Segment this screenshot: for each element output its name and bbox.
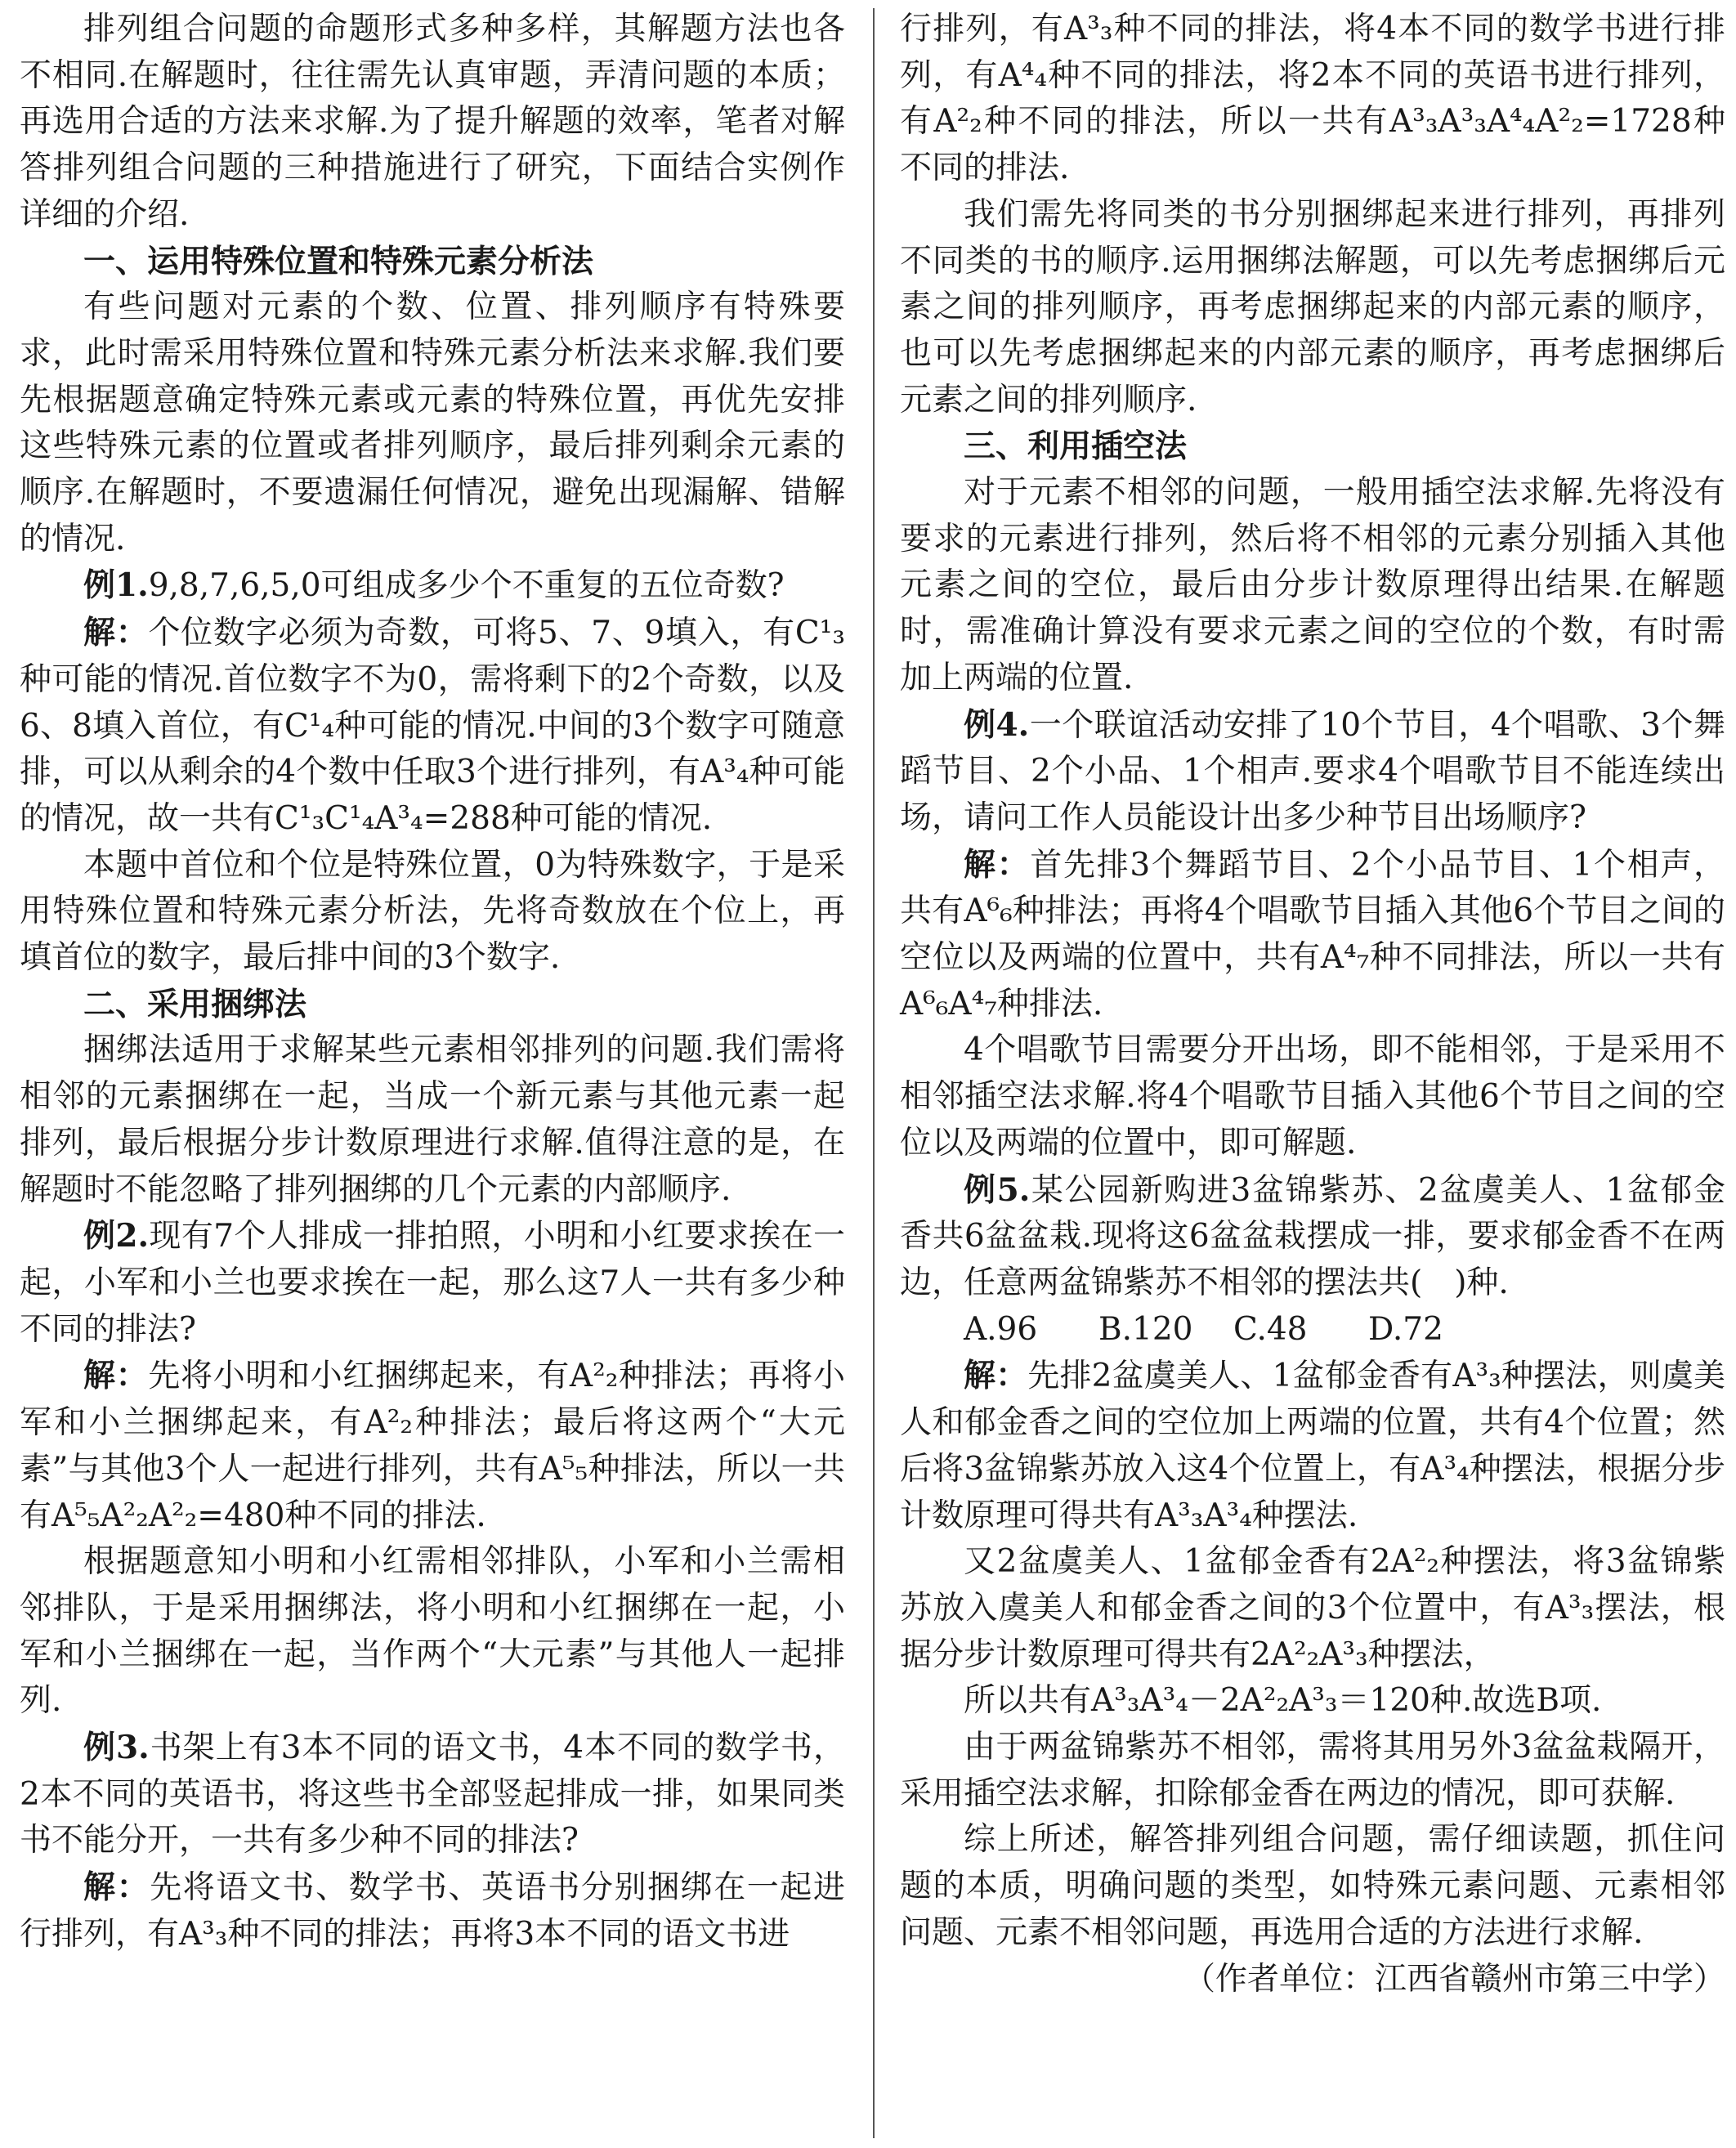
option-d: D.72 (1368, 1310, 1443, 1348)
solution-label: 解： (964, 1357, 1028, 1395)
section-1-heading: 一、运用特殊位置和特殊元素分析法 (83, 242, 594, 280)
section-1-paragraph: 有些问题对元素的个数、位置、排列顺序有特殊要求，此时需采用特殊位置和特殊元素分析法来求解.我们要先根据题意确定特殊元素或元素的特殊位置，再优先安排这些特殊元素的位置或者排列顺序，最后排列剩余元素的顺序.在解题时，不要遗漏任何情况，避免出现漏解、错解的情况. (20, 289, 845, 557)
conclusion-paragraph: 综上所述，解答排列组合问题，需仔细读题，抓住问题的本质，明确问题的类型，如特殊元素问题、元素相邻问题、元素不相邻问题，再选用合适的方法进行求解. (900, 1821, 1725, 1951)
option-c: C.48 (1233, 1310, 1308, 1348)
example-5-solution-part-3: 所以共有A³₃A³₄－2A²₂A³₃＝120种.故选B项. (964, 1682, 1602, 1720)
section-3-paragraph: 对于元素不相邻的问题，一般用插空法求解.先将没有要求的元素进行排列，然后将不相邻的元素分别插入其他元素之间的空位，最后由分步计数原理得出结果.在解题时，需准确计算没有要求元素之间的空位的个数，有时需加上两端的位置. (900, 474, 1725, 696)
solution-label: 解： (83, 1868, 150, 1907)
example-5-note: 由于两盆锦紫苏不相邻，需将其用另外3盆盆栽隔开，采用插空法求解，扣除郁金香在两边的情况，即可获解. (900, 1729, 1725, 1812)
example-3-text: 书架上有3本不同的语文书，4本不同的数学书，2本不同的英语书，将这些书全部竖起排成一排，如果同类书不能分开，一共有多少种不同的排法? (20, 1730, 845, 1859)
example-5-options (900, 1307, 1725, 1354)
solution-label: 解： (964, 845, 1031, 884)
solution-label: 解： (83, 614, 149, 652)
example-4 (900, 702, 1725, 842)
example-3-label: 例3. (83, 1729, 150, 1767)
example-2-label: 例2. (83, 1217, 150, 1255)
example-5-solution-text: 先排2盆虞美人、1盆郁金香有A³₃种摆法，则虞美人和郁金香之间的空位加上两端的位置，共有4个位置；然后将3盆锦紫苏放入这4个位置上，有A³₄种摆法，根据分步计数原理可得共有A³₃A³₄种摆法. (900, 1358, 1725, 1534)
example-1-label: 例1. (83, 566, 149, 605)
option-b: B.120 (1098, 1310, 1193, 1348)
author-affiliation: （作者单位：江西省赣州市第三中学） (1183, 1960, 1725, 1998)
solution-label: 解： (83, 1357, 149, 1395)
example-2-note: 根据题意知小明和小红需相邻排队，小军和小兰需相邻排队，于是采用捆绑法，将小明和小红捆绑在一起，小军和小兰捆绑在一起，当作两个“大元素”与其他人一起排列. (20, 1543, 845, 1720)
example-3-solution-continued: 行排列，有A³₃种不同的排法，将4本不同的数学书进行排列，有A⁴₄种不同的排法，将2本不同的英语书进行排列，有A²₂种不同的排法，所以一共有A³₃A³₃A⁴₄A²₂=1728种不同的排法. (900, 11, 1725, 187)
left-column (20, 7, 845, 1958)
example-3-solution-text: 先将语文书、数学书、英语书分别捆绑在一起进行排列，有A³₃种不同的排法；再将3本不同的语文书进 (20, 1869, 845, 1953)
example-4-text: 一个联谊活动安排了10个节目，4个唱歌、3个舞蹈节目、2个小品、1个相声.要求4个唱歌节目不能连续出场，请问工作人员能设计出多少种节目出场顺序? (900, 706, 1725, 836)
example-5-label: 例5. (964, 1170, 1031, 1209)
example-4-label: 例4. (964, 705, 1030, 744)
example-1-text: 9,8,7,6,5,0可组成多少个不重复的五位奇数? (148, 567, 785, 605)
example-2-solution (20, 1353, 845, 1539)
example-5-text: 某公园新购进3盆锦紫苏、2盆虞美人、1盆郁金香共6盆盆栽.现将这6盆盆栽摆成一排，要求郁金香不在两边，任意两盆锦紫苏不相邻的摆法共( )种. (900, 1171, 1725, 1301)
section-3-heading: 三、利用插空法 (964, 427, 1188, 466)
section-2-paragraph: 捆绑法适用于求解某些元素相邻排列的问题.我们需将相邻的元素捆绑在一起，当成一个新元素与其他元素一起排列，最后根据分步计数原理进行求解.值得注意的是，在解题时不能忽略了排列捆绑的几个元素的内部顺序. (20, 1031, 845, 1208)
example-2-solution-text: 先将小明和小红捆绑起来，有A²₂种排法；再将小军和小兰捆绑起来，有A²₂种排法；最后将这两个“大元素”与其他3个人一起进行排列，共有A⁵₅种排法，所以一共有A⁵₅A²₂A²₂=480种不同的排法. (20, 1358, 845, 1534)
example-1-note: 本题中首位和个位是特殊位置，0为特殊数字，于是采用特殊位置和特殊元素分析法，先将奇数放在个位上，再填首位的数字，最后排中间的3个数字. (20, 846, 845, 977)
example-1-solution-text: 个位数字必须为奇数，可将5、7、9填入，有C¹₃种可能的情况.首位数字不为0，需将剩下的2个奇数，以及6、8填入首位，有C¹₄种可能的情况.中间的3个数字可随意排，可以从剩余的4个数中任取3个进行排列，有A³₄种可能的情况，故一共有C¹₃C¹₄A³₄=288种可能的情况. (20, 615, 845, 837)
example-4-solution (900, 842, 1725, 1028)
example-4-note: 4个唱歌节目需要分开出场，即不能相邻，于是采用不相邻插空法求解.将4个唱歌节目插入其他6个节目之间的空位以及两端的位置中，即可解题. (900, 1031, 1725, 1161)
section-2-heading: 二、采用捆绑法 (83, 985, 307, 1023)
example-5 (900, 1167, 1725, 1307)
example-3-solution (20, 1864, 845, 1958)
right-column (900, 7, 1725, 2003)
example-4-solution-text: 首先排3个舞蹈节目、2个小品节目、1个相声，共有A⁶₆种排法；再将4个唱歌节目插入其他6个节目之间的空位以及两端的位置中，共有A⁴₇种不同排法，所以一共有A⁶₆A⁴₇种排法. (900, 846, 1725, 1023)
example-2 (20, 1213, 845, 1353)
example-1 (20, 562, 845, 610)
option-a: A.96 (964, 1310, 1038, 1348)
example-2-text: 现有7个人排成一排拍照，小明和小红要求挨在一起，小军和小兰也要求挨在一起，那么这7人一共有多少种不同的排法? (20, 1218, 845, 1348)
intro-paragraph: 排列组合问题的命题形式多种多样，其解题方法也各不相同.在解题时，往往需先认真审题，弄清问题的本质；再选用合适的方法来求解.为了提升解题的效率，笔者对解答排列组合问题的三种措施进行了研究，下面结合实例作详细的介绍. (20, 11, 845, 233)
example-3 (20, 1725, 845, 1864)
example-5-solution-part-2: 又2盆虞美人、1盆郁金香有2A²₂种摆法，将3盆锦紫苏放入虞美人和郁金香之间的3个位置中，有A³₃摆法，根据分步计数原理可得共有2A²₂A³₃种摆法， (900, 1543, 1725, 1673)
column-divider (873, 8, 875, 2138)
example-5-solution (900, 1353, 1725, 1539)
example-3-note: 我们需先将同类的书分别捆绑起来进行排列，再排列不同类的书的顺序.运用捆绑法解题，可以先考虑捆绑后元素之间的排列顺序，再考虑捆绑起来的内部元素的顺序，也可以先考虑捆绑起来的内部元素的顺序，再考虑捆绑后元素之间的排列顺序. (900, 195, 1725, 418)
example-1-solution (20, 610, 845, 843)
